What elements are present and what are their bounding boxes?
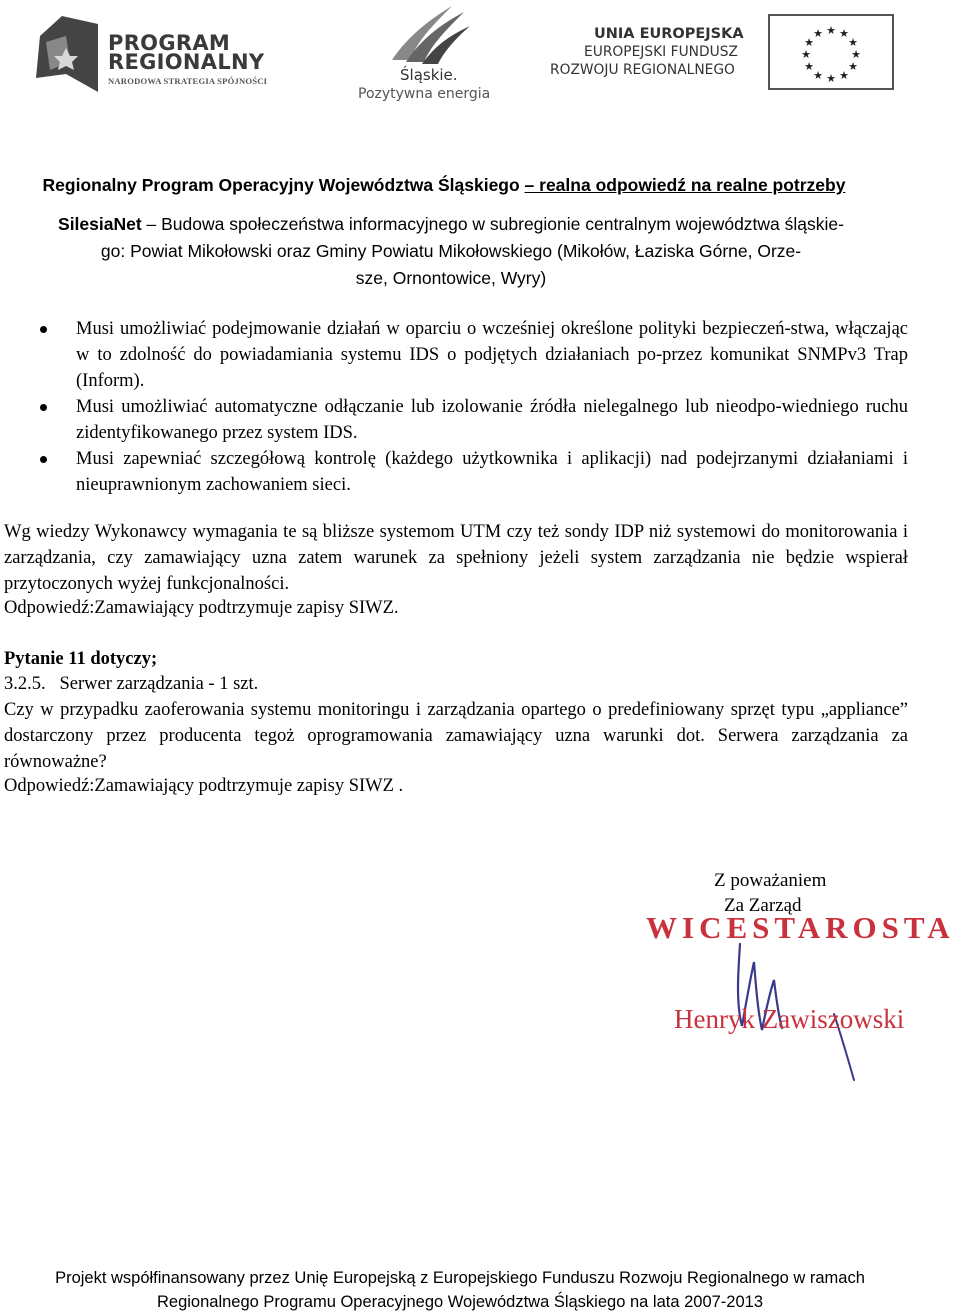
program-regionalny-logo bbox=[36, 14, 306, 94]
svg-text:★: ★ bbox=[848, 36, 858, 49]
program-logo-line1: PROGRAM bbox=[108, 31, 231, 55]
footer bbox=[0, 1266, 920, 1314]
svg-text:★: ★ bbox=[813, 69, 823, 82]
svg-text:★: ★ bbox=[839, 69, 849, 82]
svg-text:★: ★ bbox=[801, 48, 811, 61]
contractor-remark: Wg wiedzy Wykonawcy wymagania te są bliższe systemom UTM czy też sondy IDP niż systemowi do monitorowania i zarządzania, czy zamawiający uzna zatem warunek za spełniony jeżeli system zarządzania nie będzie wspierał przytoczonych wyżej funkcjonalności. bbox=[4, 522, 908, 594]
question-11-item: 3.2.5. Serwer zarządzania - 1 szt. bbox=[4, 674, 259, 694]
project-name: SilesiaNet bbox=[58, 214, 142, 234]
answer-11: Odpowiedź:Zamawiający podtrzymuje zapisy SIWZ . bbox=[4, 776, 404, 796]
answer-1: Odpowiedź:Zamawiający podtrzymuje zapisy SIWZ. bbox=[4, 598, 399, 618]
program-logo-line3: NARODOWA STRATEGIA SPÓJNOŚCI bbox=[108, 76, 268, 86]
list-item bbox=[40, 394, 908, 446]
program-logo-line2: REGIONALNY bbox=[108, 50, 265, 74]
question-11-text: Czy w przypadku zaoferowania systemu monitoringu i zarządzania opartego o predefiniowany sprzęt typu „appliance” dostarczony przez producenta tegoż oprogramowania zamawiający uzna warunki dot. Serwera zarządzania za równoważne? bbox=[4, 700, 908, 772]
project-title-line3: sze, Ornontowice, Wyry) bbox=[355, 268, 547, 288]
svg-text:★: ★ bbox=[851, 48, 861, 61]
svg-text:★: ★ bbox=[804, 36, 814, 49]
stamp-name: Henryk Zawiszowski bbox=[674, 1004, 905, 1034]
svg-text:★: ★ bbox=[813, 27, 823, 40]
svg-text:★: ★ bbox=[839, 27, 849, 40]
slaskie-name: Śląskie. bbox=[400, 66, 458, 84]
footer-line2: Regionalnego Programu Operacyjnego Województwa Śląskiego na lata 2007-2013 bbox=[157, 1293, 763, 1311]
svg-text:★: ★ bbox=[826, 72, 836, 85]
stamp-title: WICESTAROSTA bbox=[646, 910, 955, 945]
project-title-line1-rest: – Budowa społeczeństwa informacyjnego w subregionie centralnym województwa śląskie- bbox=[141, 214, 844, 234]
project-title-line1 bbox=[6, 211, 896, 238]
program-title bbox=[0, 175, 888, 196]
project-title bbox=[6, 211, 896, 292]
closing-greeting: Z poważaniem bbox=[714, 870, 827, 891]
program-title-prefix: Regionalny Program Operacyjny Województwa Śląskiego bbox=[42, 175, 525, 195]
project-title-line2: go: Powiat Mikołowski oraz Gminy Powiatu Mikołowskiego (Mikołów, Łaziska Górne, Orze- bbox=[100, 241, 802, 261]
bullet-icon bbox=[40, 456, 47, 463]
list-item bbox=[40, 446, 908, 498]
svg-text:★: ★ bbox=[826, 24, 836, 37]
slaskie-wave-icon bbox=[382, 2, 472, 68]
eu-flag-icon bbox=[768, 14, 894, 90]
requirement-text: Musi zapewniać szczegółową kontrolę (każdego użytkownika i aplikacji) nad podejrzanymi działaniami i nieuprawnionym zachowaniem sieci. bbox=[76, 449, 908, 495]
bullet-icon bbox=[40, 404, 47, 411]
eu-logo-line2: EUROPEJSKI FUNDUSZ bbox=[584, 44, 738, 60]
bullet-icon bbox=[40, 326, 47, 333]
slaskie-logo bbox=[352, 2, 502, 104]
program-regionalny-emblem-icon bbox=[36, 16, 100, 92]
requirements-list bbox=[40, 316, 908, 498]
requirement-text: Musi umożliwiać automatyczne odłączanie lub izolowanie źródła nielegalnego lub nieodpo-wiedniego ruchu zidentyfikowanego przez system IDS. bbox=[76, 397, 908, 443]
eu-logo bbox=[550, 14, 896, 94]
slaskie-tagline: Pozytywna energia bbox=[358, 86, 491, 102]
requirement-text: Musi umożliwiać podejmowanie działań w oparciu o wcześniej określone polityki bezpieczeń-stwa, włączając w to zdolność do powiadamiania systemu IDS o podjętych działaniach po-przez komunikat SNMPv3 Trap (Inform). bbox=[76, 319, 908, 391]
eu-logo-line3: ROZWOJU REGIONALNEGO bbox=[550, 62, 735, 78]
svg-text:★: ★ bbox=[848, 60, 858, 73]
eu-logo-line1: UNIA EUROPEJSKA bbox=[594, 26, 744, 42]
svg-text:★: ★ bbox=[804, 60, 814, 73]
list-item bbox=[40, 316, 908, 394]
footer-line1: Projekt współfinansowany przez Unię Europejską z Europejskiego Funduszu Rozwoju Regionalnego w ramach bbox=[55, 1269, 865, 1287]
for-board-line: Za Zarząd bbox=[724, 895, 802, 916]
program-title-underlined: – realna odpowiedź na realne potrzeby bbox=[524, 175, 846, 195]
question-11-heading: Pytanie 11 dotyczy; bbox=[4, 649, 158, 669]
